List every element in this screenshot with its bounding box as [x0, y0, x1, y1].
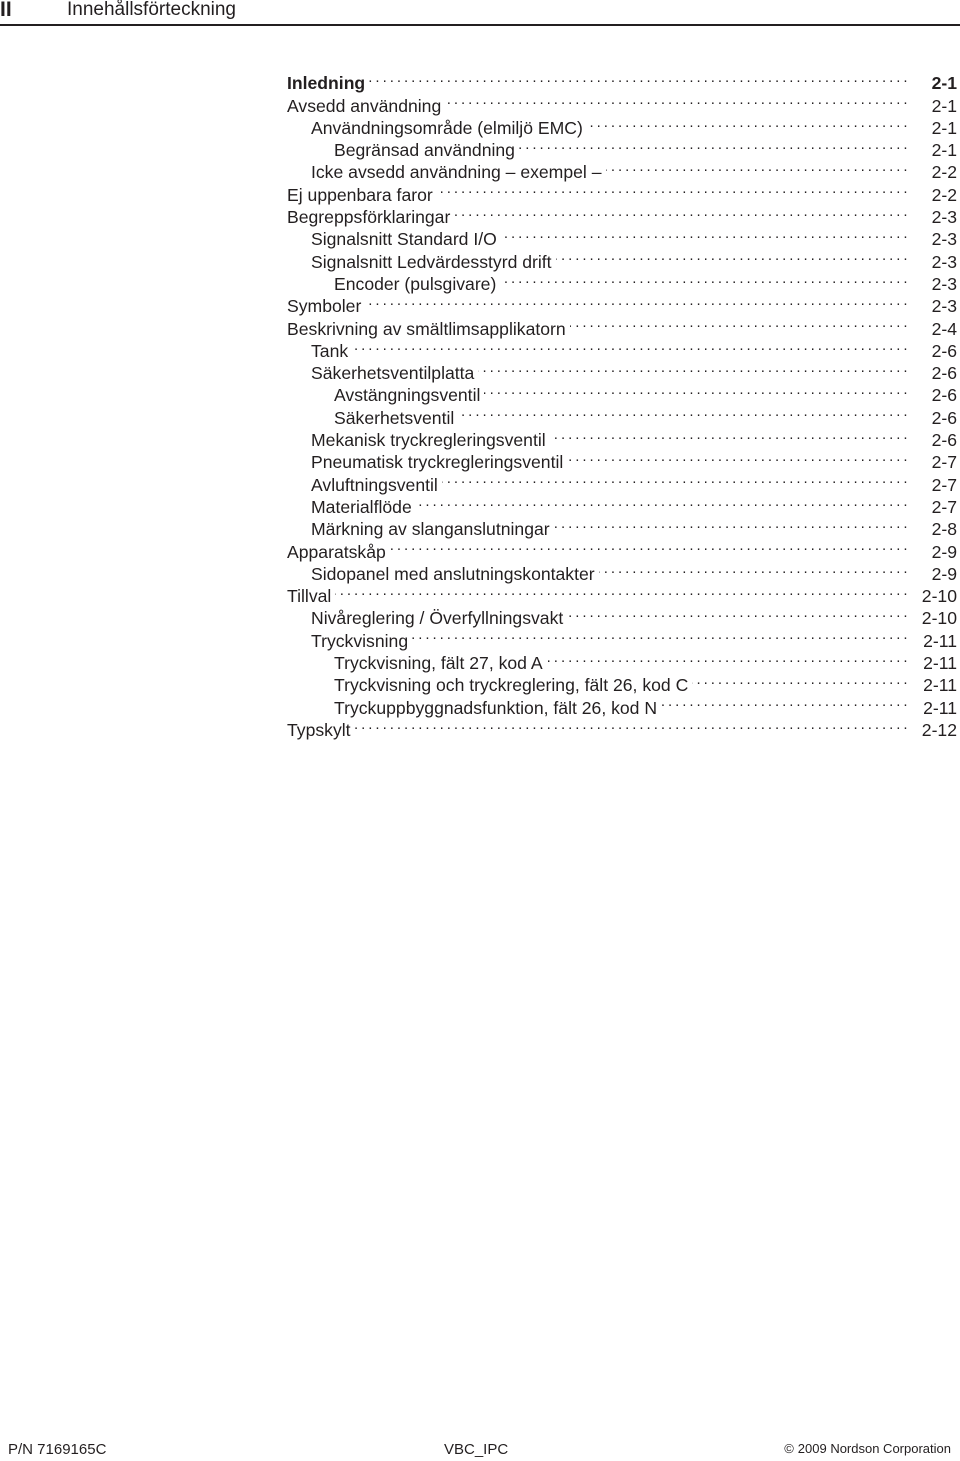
dot-leader [550, 424, 907, 446]
dot-leader [437, 178, 907, 200]
dot-leader [599, 558, 907, 580]
document-code: VBC_IPC [444, 1441, 509, 1458]
toc-entry-page: 2-3 [931, 273, 957, 294]
toc-entry-title: Materialflöde [311, 496, 412, 517]
dot-leader [454, 201, 907, 223]
toc-entry-title: Märkning av slanganslutningar [311, 519, 550, 540]
toc-entry[interactable] [287, 89, 957, 116]
toc-entry-page: 2-9 [931, 563, 957, 584]
section-number: II [0, 0, 12, 21]
dot-leader [335, 580, 907, 602]
toc-entry-page: 2-7 [931, 496, 957, 517]
toc-entry-page: 2-1 [931, 117, 957, 138]
table-of-contents [287, 67, 957, 740]
toc-entry-page: 2-11 [923, 653, 957, 674]
toc-entry-title: Tank [311, 340, 349, 361]
toc-entry-page: 2-9 [931, 541, 957, 562]
toc-entry[interactable] [287, 335, 957, 361]
dot-leader [547, 647, 907, 669]
toc-entry-page: 2-6 [931, 407, 957, 428]
toc-entry-title: Nivåreglering / Överfyllningsvakt [311, 608, 564, 629]
copyright-text: 2009 Nordson Corporation [797, 1441, 951, 1456]
toc-entry-title: Encoder (pulsgivare) [334, 273, 497, 294]
toc-entry-page: 2-3 [931, 296, 957, 317]
toc-entry-title: Signalsnitt Ledvärdesstyrd drift [311, 251, 552, 272]
toc-entry-title: Icke avsedd användning – exempel – [311, 162, 602, 183]
toc-entry-page: 2-6 [931, 430, 957, 451]
toc-entry-title: Tillval [287, 586, 332, 607]
dot-leader [365, 290, 907, 312]
toc-entry-title: Sidopanel med anslutningskontakter [311, 563, 595, 584]
dot-leader [352, 335, 907, 357]
toc-entry-page: 2-7 [931, 452, 957, 473]
toc-entry-page: 2-3 [931, 207, 957, 228]
toc-entry[interactable] [287, 67, 957, 94]
toc-entry-title: Tryckvisning och tryckreglering, fält 26, kod C [334, 675, 689, 696]
toc-entry-page: 2-1 [931, 73, 957, 94]
toc-entry-page: 2-10 [921, 586, 957, 607]
dot-leader [484, 379, 907, 401]
toc-entry-title: Avstängningsventil [334, 385, 481, 406]
dot-leader [606, 156, 908, 178]
dot-leader [519, 134, 907, 156]
page-header [0, 0, 960, 24]
toc-entry-page: 2-11 [923, 675, 957, 696]
dot-leader [692, 669, 907, 691]
dot-leader [587, 112, 907, 134]
toc-entry[interactable] [287, 357, 957, 384]
toc-entry-page: 2-6 [931, 340, 957, 361]
toc-entry-title: Tryckvisning [311, 630, 409, 651]
toc-entry-page: 2-1 [931, 140, 957, 161]
toc-entry-page: 2-12 [921, 719, 957, 740]
toc-entry-page: 2-7 [931, 474, 957, 495]
page-title: Innehållsförteckning [67, 0, 236, 20]
toc-entry-page: 2-2 [931, 162, 957, 183]
toc-entry-page: 2-6 [931, 385, 957, 406]
toc-entry-title: Tryckvisning, fält 27, kod A [334, 653, 543, 674]
toc-entry[interactable] [287, 558, 957, 584]
dot-leader [442, 468, 907, 490]
toc-entry-title: Symboler [287, 296, 362, 317]
toc-entry[interactable] [287, 580, 957, 607]
dot-leader [567, 602, 907, 624]
dot-leader [570, 312, 907, 334]
copyright-notice [784, 1441, 951, 1456]
dot-leader [458, 401, 907, 423]
toc-entry[interactable] [287, 290, 957, 317]
toc-entry-page: 2-6 [931, 363, 957, 384]
header-divider [0, 24, 960, 26]
dot-leader [554, 513, 907, 535]
dot-leader [567, 446, 907, 468]
toc-entry-page: 2-3 [931, 251, 957, 272]
toc-entry-page: 2-10 [921, 608, 957, 629]
dot-leader [661, 691, 907, 713]
toc-entry-page: 2-11 [923, 630, 957, 651]
toc-entry-page: 2-4 [931, 318, 957, 339]
toc-entry-title: Pneumatisk tryckregleringsventil [311, 452, 564, 473]
toc-entry[interactable] [287, 602, 957, 629]
toc-entry-title: Säkerhetsventilplatta [311, 363, 475, 384]
dot-leader [500, 268, 907, 290]
page-footer [0, 1440, 960, 1461]
dot-leader [445, 89, 907, 111]
toc-entry-title: Avsedd användning [287, 95, 442, 116]
dot-leader [390, 535, 907, 557]
toc-entry-title: Signalsnitt Standard I/O [311, 229, 497, 250]
dot-leader [556, 245, 907, 267]
toc-entry-title: Mekanisk tryckregleringsventil [311, 430, 546, 451]
toc-entry-title: Avluftningsventil [311, 474, 438, 495]
dot-leader [412, 624, 907, 646]
toc-entry[interactable] [287, 714, 957, 740]
toc-entry-title: Begränsad användning [334, 140, 515, 161]
toc-entry-title: Användningsområde (elmiljö EMC) [311, 117, 583, 138]
dot-leader [369, 67, 907, 89]
toc-entry-page: 2-3 [931, 229, 957, 250]
toc-entry-title: Begreppsförklaringar [287, 207, 451, 228]
toc-entry-page: 2-1 [931, 95, 957, 116]
toc-entry-title: Apparatskåp [287, 541, 386, 562]
toc-entry-title: Beskrivning av smältlimsapplikatorn [287, 318, 566, 339]
dot-leader [501, 223, 907, 245]
toc-entry-title: Säkerhetsventil [334, 407, 455, 428]
dot-leader [478, 357, 907, 379]
dot-leader [416, 491, 907, 513]
toc-entry-title: Tryckuppbyggnadsfunktion, fält 26, kod N [334, 697, 658, 718]
toc-entry-page: 2-8 [931, 519, 957, 540]
dot-leader [355, 714, 907, 736]
toc-entry[interactable] [287, 312, 957, 339]
part-number: P/N 7169165C [8, 1441, 107, 1458]
toc-entry-page: 2-11 [923, 697, 957, 718]
toc-entry-title: Ej uppenbara faror [287, 184, 433, 205]
toc-entry-title: Typskylt [287, 719, 351, 740]
toc-entry-page: 2-2 [931, 184, 957, 205]
toc-entry-title: Inledning [287, 73, 366, 94]
copyright-icon: © [784, 1441, 794, 1456]
